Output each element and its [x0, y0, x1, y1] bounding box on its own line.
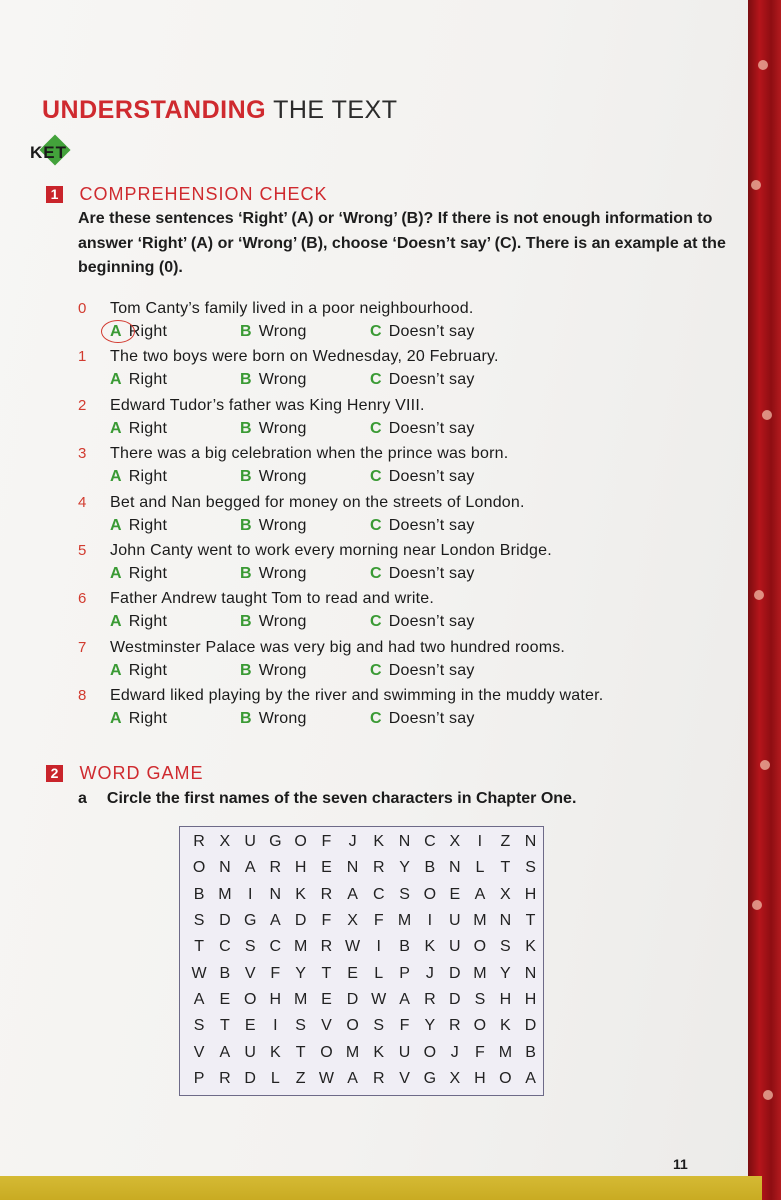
option-b-letter: B	[240, 661, 252, 679]
grid-row	[186, 934, 543, 960]
option-c-label: Doesn’t say	[388, 516, 475, 534]
grid-letter[interactable]: X	[219, 833, 231, 851]
grid-letter[interactable]: U	[244, 833, 256, 851]
option-a-letter: A	[110, 468, 122, 486]
grid-letter[interactable]: N	[398, 833, 411, 851]
grid-letter[interactable]: W	[191, 964, 207, 982]
page-title	[42, 96, 397, 125]
grid-letter[interactable]: O	[320, 1043, 333, 1061]
option-a[interactable]	[110, 515, 167, 537]
grid-letter[interactable]: K	[373, 833, 385, 851]
grid-letter[interactable]: G	[423, 1069, 437, 1087]
question-item	[78, 346, 728, 394]
option-c-label: Doesn’t say	[388, 564, 475, 582]
option-c-letter: C	[370, 661, 382, 679]
grid-letter[interactable]: A	[219, 1043, 231, 1061]
option-a-letter: A	[110, 516, 122, 534]
grid-letter[interactable]: U	[449, 912, 461, 930]
grid-letter[interactable]: V	[244, 964, 256, 982]
grid-letter[interactable]: C	[424, 833, 436, 851]
grid-letter[interactable]: B	[193, 885, 205, 903]
option-c[interactable]	[370, 515, 475, 537]
grid-letter[interactable]: H	[294, 859, 307, 877]
question-text: Edward liked playing by the river and swimming in the muddy water.	[110, 687, 604, 705]
question-item	[78, 588, 728, 636]
option-c[interactable]	[370, 708, 475, 730]
option-b[interactable]	[240, 660, 307, 682]
grid-letter[interactable]: R	[449, 1017, 461, 1035]
grid-letter[interactable]: F	[475, 1043, 485, 1061]
option-c[interactable]	[370, 369, 475, 391]
grid-letter[interactable]: A	[474, 885, 486, 903]
question-item	[78, 685, 728, 733]
grid-letter[interactable]: M	[473, 964, 487, 982]
option-a-label: Right	[128, 661, 168, 679]
grid-letter[interactable]: S	[373, 1017, 385, 1035]
grid-letter[interactable]: O	[473, 938, 487, 956]
grid-letter[interactable]: U	[244, 1043, 256, 1061]
grid-letter[interactable]: Y	[399, 859, 410, 877]
grid-letter[interactable]: B	[399, 938, 410, 956]
grid-letter[interactable]: D	[346, 990, 359, 1008]
option-b[interactable]	[240, 708, 307, 730]
page-bottom-band	[0, 1176, 762, 1200]
question-list	[78, 298, 728, 734]
option-a[interactable]	[110, 418, 167, 440]
grid-letter[interactable]: E	[347, 964, 358, 982]
question-item	[78, 443, 728, 491]
word-search-grid	[179, 826, 544, 1096]
option-a-letter: A	[110, 613, 122, 631]
question-number: 8	[78, 687, 87, 705]
grid-letter[interactable]: I	[376, 938, 381, 956]
option-a-label: Right	[128, 516, 168, 534]
grid-letter[interactable]: A	[269, 912, 281, 930]
option-a-letter: A	[110, 371, 122, 389]
option-a-letter: A	[110, 419, 122, 437]
title-emphasis: UNDERSTANDING	[42, 96, 267, 124]
option-c-label: Doesn’t say	[388, 371, 475, 389]
question-text: Westminster Palace was very big and had two hundred rooms.	[110, 638, 566, 656]
option-b-label: Wrong	[258, 468, 307, 486]
option-a-letter: A	[110, 661, 122, 679]
option-b-letter: B	[240, 516, 252, 534]
grid-row	[186, 960, 543, 986]
option-b-letter: B	[240, 710, 252, 728]
grid-letter[interactable]: S	[295, 1017, 306, 1035]
grid-letter[interactable]: W	[371, 990, 387, 1008]
grid-letter[interactable]: X	[347, 912, 358, 930]
grid-letter[interactable]: X	[449, 833, 461, 851]
section-heading-2	[46, 763, 203, 783]
grid-letter[interactable]: B	[219, 964, 231, 982]
grid-letter[interactable]: G	[269, 833, 282, 851]
question-item	[78, 298, 728, 346]
grid-letter[interactable]: A	[347, 885, 358, 903]
option-a[interactable]	[110, 321, 167, 343]
grid-letter[interactable]: T	[295, 1043, 306, 1061]
grid-letter[interactable]: D	[449, 964, 461, 982]
grid-letter[interactable]: M	[397, 912, 412, 930]
question-number: 3	[78, 445, 87, 463]
option-b[interactable]	[240, 369, 307, 391]
question-text: Tom Canty’s family lived in a poor neighbourhood.	[110, 300, 474, 317]
grid-letter[interactable]: A	[244, 859, 256, 877]
grid-letter[interactable]: Y	[500, 964, 511, 982]
option-c-letter: C	[370, 516, 382, 534]
grid-letter[interactable]: S	[500, 938, 511, 956]
grid-letter[interactable]: J	[425, 964, 434, 982]
grid-letter[interactable]: Z	[500, 833, 511, 851]
section-title: COMPREHENSION CHECK	[79, 184, 328, 204]
grid-letter[interactable]: W	[345, 938, 361, 956]
grid-letter[interactable]: E	[321, 990, 332, 1008]
grid-letter[interactable]: K	[424, 938, 436, 956]
grid-letter[interactable]: P	[193, 1069, 205, 1087]
grid-letter[interactable]: N	[346, 859, 359, 877]
option-b-letter: B	[240, 564, 252, 582]
grid-letter[interactable]: Y	[295, 964, 306, 982]
instructions: Are these sentences ‘Right’ (A) or ‘Wrong’ (B)? If there is not enough information to answer ‘Right’ (A) or ‘Wrong’ (B), choose ‘Doesn’t say’ (C). There is an example at the beginning (0).	[78, 210, 726, 276]
question-number: 0	[78, 300, 87, 317]
option-c-label: Doesn’t say	[388, 323, 475, 340]
question-text: Edward Tudor’s father was King Henry VIII.	[110, 396, 425, 414]
grid-letter[interactable]: M	[218, 885, 232, 903]
grid-row	[186, 908, 543, 934]
grid-letter[interactable]: S	[525, 859, 536, 877]
option-b[interactable]	[240, 321, 307, 343]
option-c-label: Doesn’t say	[388, 613, 475, 631]
grid-letter[interactable]: N	[219, 859, 231, 877]
option-a-label: Right	[128, 613, 168, 631]
grid-letter[interactable]: F	[373, 912, 384, 930]
question-text: The two boys were born on Wednesday, 20 February.	[110, 348, 499, 366]
grid-letter[interactable]: N	[524, 833, 537, 851]
section-number: 2	[46, 765, 63, 782]
grid-letter[interactable]: K	[295, 885, 306, 903]
title-rest: THE TEXT	[273, 96, 398, 124]
question-item	[78, 492, 728, 540]
grid-letter[interactable]: C	[372, 885, 385, 903]
grid-letter[interactable]: F	[399, 1017, 410, 1035]
grid-letter[interactable]: L	[475, 859, 485, 877]
grid-letter[interactable]: R	[193, 833, 205, 851]
option-c-letter: C	[370, 419, 382, 437]
option-b[interactable]	[240, 563, 307, 585]
grid-letter[interactable]: I	[427, 912, 433, 930]
page-number: 11	[673, 1156, 688, 1172]
grid-letter[interactable]: R	[372, 1069, 385, 1087]
grid-letter[interactable]: C	[219, 938, 231, 956]
grid-letter[interactable]: X	[449, 1069, 461, 1087]
option-c-letter: C	[370, 468, 382, 486]
option-a-letter: A	[110, 564, 122, 582]
grid-letter[interactable]: W	[318, 1069, 334, 1087]
option-a-label: Right	[128, 419, 168, 437]
grid-letter[interactable]: M	[345, 1043, 360, 1061]
grid-letter[interactable]: H	[524, 990, 537, 1008]
grid-letter[interactable]: R	[424, 990, 436, 1008]
section-title: WORD GAME	[79, 763, 204, 783]
grid-letter[interactable]: D	[219, 912, 231, 930]
grid-letter[interactable]: K	[525, 938, 536, 956]
grid-letter[interactable]: I	[477, 833, 483, 851]
grid-letter[interactable]: F	[321, 833, 332, 851]
grid-letter[interactable]: D	[294, 912, 307, 930]
option-c-letter: C	[370, 371, 382, 389]
option-b-label: Wrong	[258, 371, 307, 389]
option-b[interactable]	[240, 611, 307, 633]
option-a[interactable]	[110, 660, 167, 682]
grid-letter[interactable]: H	[499, 990, 512, 1008]
grid-row	[186, 829, 543, 855]
grid-row	[186, 882, 543, 908]
grid-letter[interactable]: M	[498, 1043, 513, 1061]
grid-letter[interactable]: D	[524, 1017, 537, 1035]
part-letter: a	[78, 790, 87, 807]
option-b-label: Wrong	[258, 419, 307, 437]
grid-letter[interactable]: T	[194, 938, 204, 956]
option-b-label: Wrong	[258, 661, 307, 679]
option-b-letter: B	[240, 419, 252, 437]
grid-letter[interactable]: A	[347, 1069, 358, 1087]
question-text: Father Andrew taught Tom to read and write.	[110, 590, 435, 608]
grid-letter[interactable]: B	[424, 859, 436, 877]
grid-letter[interactable]: Z	[295, 1069, 306, 1087]
grid-letter[interactable]: U	[398, 1043, 411, 1061]
grid-letter[interactable]: Y	[424, 1017, 436, 1035]
option-a[interactable]	[110, 708, 167, 730]
question-text: John Canty went to work every morning near London Bridge.	[110, 541, 552, 559]
grid-letter[interactable]: H	[269, 990, 282, 1008]
option-c-letter: C	[370, 613, 382, 631]
option-b-label: Wrong	[258, 710, 307, 728]
option-a-letter: A	[110, 323, 122, 340]
grid-letter[interactable]: R	[269, 859, 282, 877]
question-text: There was a big celebration when the prince was born.	[110, 445, 509, 463]
grid-letter[interactable]: D	[449, 990, 461, 1008]
grid-letter[interactable]: S	[193, 912, 205, 930]
grid-letter[interactable]: S	[193, 1017, 205, 1035]
option-c[interactable]	[370, 563, 475, 585]
ket-badge	[30, 136, 80, 168]
option-c-letter: C	[370, 323, 382, 340]
question-item	[78, 637, 728, 685]
grid-letter[interactable]: B	[525, 1043, 536, 1061]
grid-row	[186, 855, 543, 881]
option-b-label: Wrong	[258, 564, 307, 582]
grid-letter[interactable]: M	[473, 912, 487, 930]
option-b-label: Wrong	[258, 323, 307, 340]
option-b-letter: B	[240, 468, 252, 486]
option-c[interactable]	[370, 418, 475, 440]
grid-letter[interactable]: A	[525, 1069, 536, 1087]
option-a-label: Right	[128, 564, 168, 582]
grid-letter[interactable]: P	[399, 964, 410, 982]
question-item	[78, 395, 728, 443]
option-c-label: Doesn’t say	[388, 661, 475, 679]
grid-letter[interactable]: X	[500, 885, 511, 903]
question-number: 4	[78, 493, 87, 511]
question-text: Bet and Nan begged for money on the streets of London.	[110, 493, 525, 511]
option-a-label: Right	[128, 710, 168, 728]
grid-letter[interactable]: V	[193, 1043, 205, 1061]
grid-letter[interactable]: R	[320, 885, 333, 903]
question-item	[78, 540, 728, 588]
section-number: 1	[46, 186, 63, 203]
option-a-label: Right	[128, 371, 168, 389]
answer-circle-icon	[101, 320, 135, 343]
grid-letter[interactable]: S	[244, 938, 256, 956]
option-a[interactable]	[110, 369, 167, 391]
grid-letter[interactable]: J	[450, 1043, 459, 1061]
grid-letter[interactable]: N	[449, 859, 461, 877]
grid-letter[interactable]: I	[273, 1017, 278, 1035]
question-number: 6	[78, 590, 87, 608]
grid-row	[186, 1013, 543, 1039]
grid-letter[interactable]: G	[243, 912, 257, 930]
grid-letter[interactable]: J	[348, 833, 357, 851]
question-number: 2	[78, 396, 87, 414]
question-number: 7	[78, 638, 87, 656]
option-c[interactable]	[370, 660, 475, 682]
grid-letter[interactable]: E	[321, 859, 332, 877]
grid-letter[interactable]: T	[525, 912, 536, 930]
grid-row	[186, 1066, 543, 1092]
option-a-letter: A	[110, 710, 122, 728]
option-a[interactable]	[110, 611, 167, 633]
grid-letter[interactable]: F	[270, 964, 281, 982]
option-c-letter: C	[370, 564, 382, 582]
grid-letter[interactable]: A	[193, 990, 205, 1008]
grid-letter[interactable]: N	[524, 964, 537, 982]
option-c[interactable]	[370, 466, 475, 488]
grid-letter[interactable]: F	[321, 912, 332, 930]
grid-letter[interactable]: L	[270, 1069, 280, 1087]
grid-letter[interactable]: T	[220, 1017, 230, 1035]
grid-letter[interactable]: S	[474, 990, 486, 1008]
question-number: 1	[78, 348, 87, 366]
grid-letter[interactable]: O	[294, 833, 307, 851]
grid-letter[interactable]: L	[374, 964, 384, 982]
grid-letter[interactable]: T	[321, 964, 332, 982]
option-a-label: Right	[128, 323, 168, 340]
grid-letter[interactable]: R	[372, 859, 385, 877]
grid-letter[interactable]: U	[449, 938, 461, 956]
grid-letter[interactable]: E	[449, 885, 461, 903]
question-number: 5	[78, 541, 87, 559]
option-c-label: Doesn’t say	[388, 468, 475, 486]
grid-letter[interactable]: K	[373, 1043, 385, 1061]
grid-letter[interactable]: N	[269, 885, 282, 903]
word-search-table	[186, 829, 543, 1092]
option-c-letter: C	[370, 710, 382, 728]
grid-letter[interactable]: O	[346, 1017, 359, 1035]
grid-letter[interactable]: V	[321, 1017, 332, 1035]
grid-letter[interactable]: R	[320, 938, 333, 956]
grid-letter[interactable]: C	[269, 938, 282, 956]
part-text: Circle the first names of the seven characters in Chapter One.	[106, 790, 577, 807]
option-b-letter: B	[240, 613, 252, 631]
grid-letter[interactable]: M	[293, 938, 308, 956]
grid-row	[186, 1039, 543, 1065]
grid-letter[interactable]: S	[399, 885, 410, 903]
option-b-letter: B	[240, 371, 252, 389]
option-b-label: Wrong	[258, 516, 307, 534]
option-b[interactable]	[240, 515, 307, 537]
option-b-letter: B	[240, 323, 252, 340]
ket-badge-label: KET	[30, 143, 67, 162]
book-spine-decoration	[748, 0, 781, 1200]
option-b[interactable]	[240, 466, 307, 488]
option-a[interactable]	[110, 563, 167, 585]
grid-letter[interactable]: O	[423, 1043, 437, 1061]
option-c-label: Doesn’t say	[388, 710, 475, 728]
grid-letter[interactable]: M	[293, 990, 308, 1008]
grid-letter[interactable]: E	[244, 1017, 256, 1035]
grid-letter[interactable]: O	[192, 859, 206, 877]
option-b-label: Wrong	[258, 613, 307, 631]
option-a-label: Right	[128, 468, 168, 486]
grid-letter[interactable]: R	[219, 1069, 231, 1087]
grid-row	[186, 987, 543, 1013]
grid-letter[interactable]: H	[474, 1069, 486, 1087]
grid-letter[interactable]: I	[247, 885, 253, 903]
grid-letter[interactable]: A	[399, 990, 410, 1008]
grid-letter[interactable]: V	[399, 1069, 410, 1087]
grid-letter[interactable]: O	[499, 1069, 512, 1087]
option-c[interactable]	[370, 611, 475, 633]
grid-letter[interactable]: H	[524, 885, 537, 903]
grid-letter[interactable]: N	[499, 912, 512, 930]
grid-letter[interactable]: E	[219, 990, 231, 1008]
option-c[interactable]	[370, 321, 475, 343]
grid-letter[interactable]: D	[244, 1069, 256, 1087]
section-heading-1	[46, 184, 327, 204]
option-b[interactable]	[240, 418, 307, 440]
grid-letter[interactable]: K	[269, 1043, 281, 1061]
grid-letter[interactable]: O	[473, 1017, 487, 1035]
grid-letter[interactable]: O	[423, 885, 437, 903]
grid-letter[interactable]: K	[500, 1017, 511, 1035]
grid-letter[interactable]: T	[500, 859, 511, 877]
grid-letter[interactable]: O	[243, 990, 257, 1008]
word-game-instruction	[78, 790, 576, 808]
option-a[interactable]	[110, 466, 167, 488]
option-c-label: Doesn’t say	[388, 419, 475, 437]
